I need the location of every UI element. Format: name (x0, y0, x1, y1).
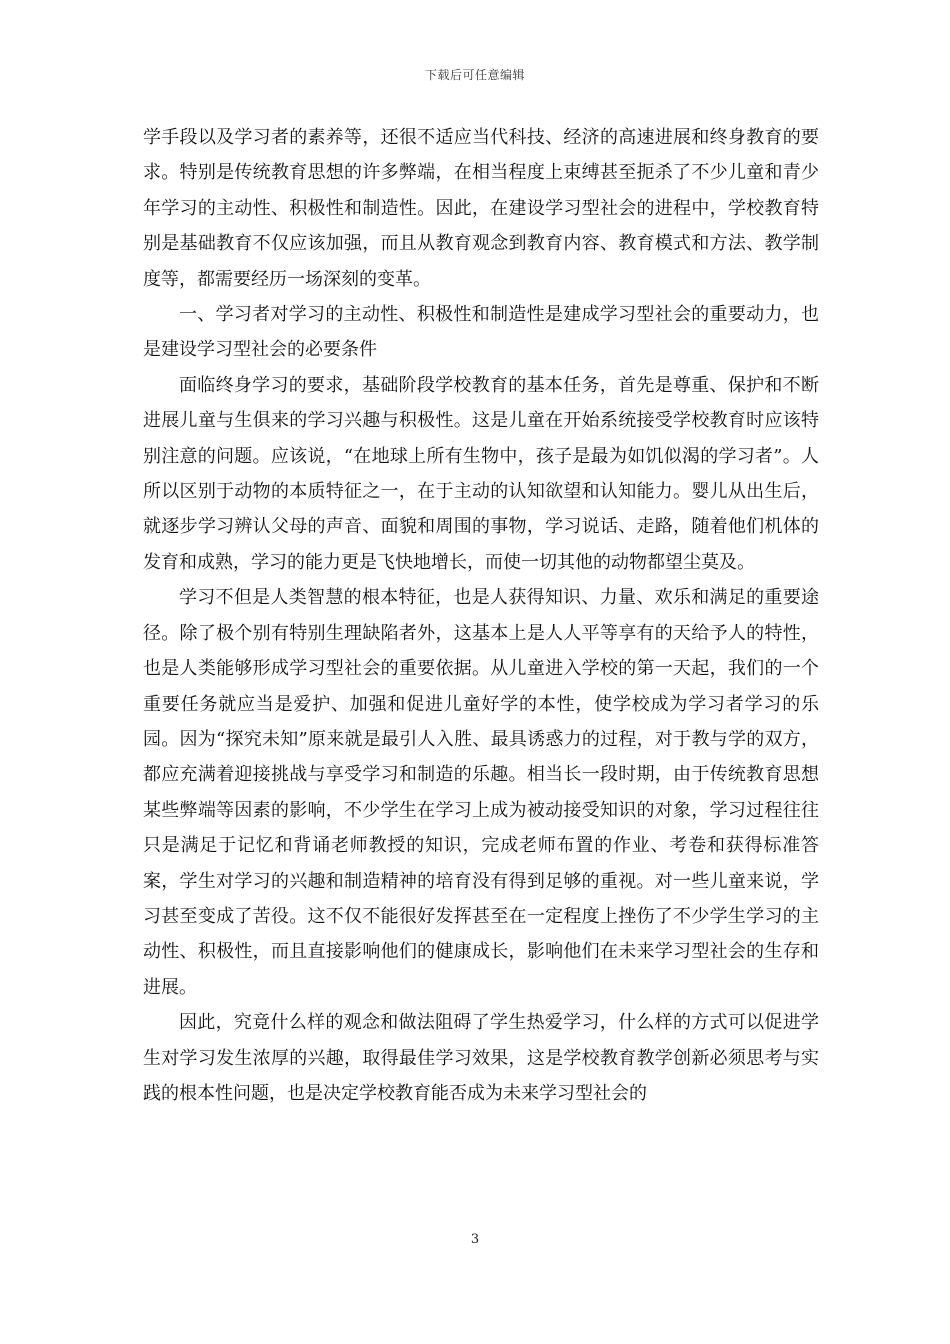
paragraph: 学习不但是人类智慧的根本特征，也是人获得知识、力量、欢乐和满足的重要途径。除了极个别有特别生理缺陷者外，这基本上是人人平等享有的天给予人的特性，也是人类能够形成学习型社会的重要依据。从儿童进入学校的第一天起，我们的一个重要任务就应当是爱护、加强和促进儿童好学的本性，使学校成为学习者学习的乐园。因为“探究未知”原来就是最引人入胜、最具诱惑力的过程，对于教与学的双方，都应充满着迎接挑战与享受学习和制造的乐趣。相当长一段时期，由于传统教育思想某些弊端等因素的影响，不少学生在学习上成为被动接受知识的对象，学习过程往往只是满足于记忆和背诵老师教授的知识，完成老师布置的作业、考卷和获得标准答案，学生对学习的兴趣和制造精神的培育没有得到足够的重视。对一些儿童来说，学习甚至变成了苦役。这不仅不能很好发挥甚至在一定程度上挫伤了不少学生学习的主动性、积极性，而且直接影响他们的健康成长，影响他们在未来学习型社会的生存和进展。 (143, 587, 819, 998)
page-header: 下载后可任意编辑 (424, 68, 525, 82)
section-heading: 一、学习者对学习的主动性、积极性和制造性是建成学习型社会的重要动力，也是建设学习型社会的必要条件 (143, 304, 819, 361)
paragraph-continuation: 学手段以及学习者的素养等，还很不适应当代科技、经济的高速进展和终身教育的要求。特别是传统教育思想的许多弊端，在相当程度上束缚甚至扼杀了不少儿童和青少年学习的主动性、积极性和制造性。因此，在建设学习型社会的进程中，学校教育特别是基础教育不仅应该加强，而且从教育观念到教育内容、教育模式和方法、教学制度等，都需要经历一场深刻的变革。 (143, 127, 819, 290)
page-number: 3 (470, 1232, 480, 1247)
paragraph: 因此，究竟什么样的观念和做法阻碍了学生热爱学习，什么样的方式可以促进学生对学习发生浓厚的兴趣，取得最佳学习效果，这是学校教育教学创新必须思考与实践的根本性问题，也是决定学校教育能否成为未来学习型社会的 (143, 1012, 819, 1104)
document-body (143, 120, 819, 1111)
paragraph: 面临终身学习的要求，基础阶段学校教育的基本任务，首先是尊重、保护和不断进展儿童与生俱来的学习兴趣与积极性。这是儿童在开始系统接受学校教育时应该特别注意的问题。应该说，“在地球上所有生物中，孩子是最为如饥似渴的学习者”。人所以区别于动物的本质特征之一，在于主动的认知欲望和认知能力。婴儿从出生后，就逐步学习辨认父母的声音、面貌和周围的事物，学习说话、走路，随着他们机体的发育和成熟，学习的能力更是飞快地增长，而使一切其他的动物都望尘莫及。 (143, 374, 819, 573)
